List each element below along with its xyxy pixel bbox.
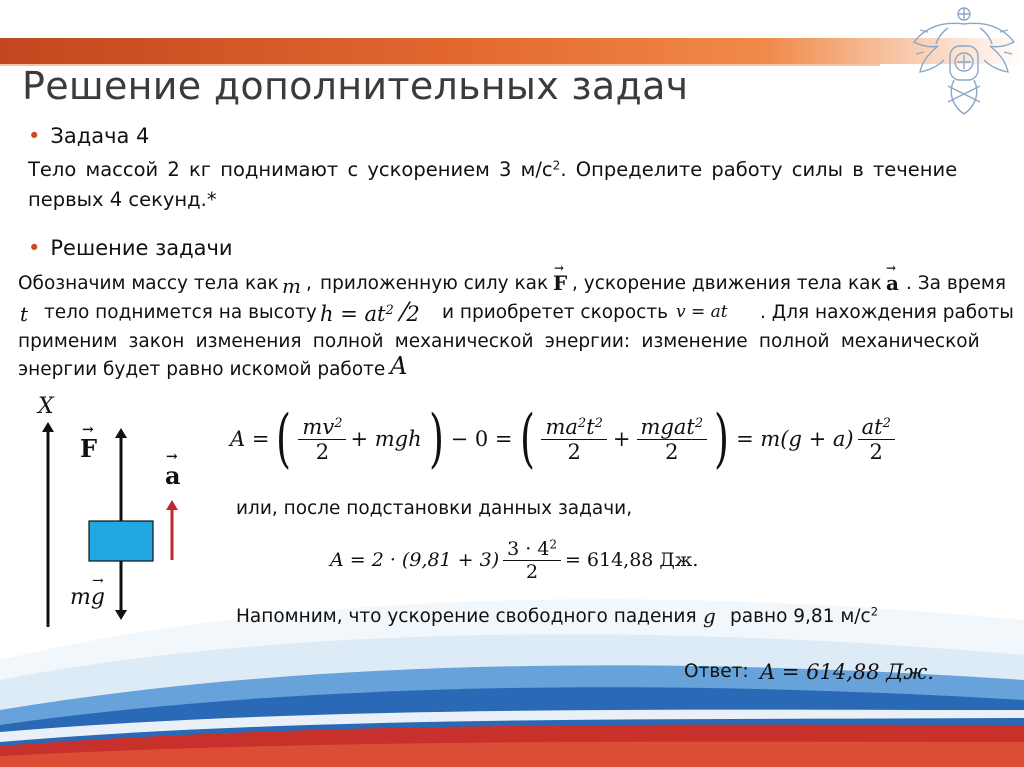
solution-label: Решение задачи (50, 236, 233, 260)
para-line2-b: и приобретет скорость (442, 302, 669, 323)
para-line3: применим закон изменения полной механической энергии: изменение полной механической (18, 331, 980, 352)
force-diagram (30, 415, 190, 635)
f2-sup-t: 2 (594, 415, 603, 431)
subst-num: 3 · 4 (507, 537, 550, 560)
main-formula-eq-m: = m(g + a) (736, 427, 854, 451)
subst-rhs: = 614,88 Дж. (564, 549, 699, 571)
f3-den: 2 (665, 439, 679, 464)
reminder-tail (730, 606, 878, 627)
para-line1-a: Обозначим массу тела как (18, 273, 279, 294)
diagram-F-text: F (80, 434, 98, 463)
substitution-formula (330, 528, 698, 592)
page-title: Решение дополнительных задач (22, 64, 689, 108)
formula-h-sup: 2 (385, 302, 394, 318)
subst-num-sup: 2 (549, 537, 557, 552)
f2-den: 2 (567, 439, 581, 464)
symbol-m: m (282, 274, 301, 298)
task-line1: Тело массой 2 кг поднимают с ускорением 3 м/с (28, 158, 553, 181)
symbol-F: F (553, 271, 568, 295)
para-line4: энергии будет равно искомой работе (18, 359, 386, 380)
reminder-tail-text: равно 9,81 м/с (730, 606, 871, 627)
task-line1-end: . Определите работу силы в течение (560, 158, 958, 181)
diagram-mg-text: mg (70, 585, 105, 610)
bullet-dot: • (28, 124, 41, 148)
bullet-dot: • (28, 236, 41, 260)
f4-den: 2 (869, 439, 883, 464)
task-label: Задача 4 (50, 124, 150, 148)
symbol-F-vector: → F (553, 261, 568, 295)
diagram-label-mg: → mg (70, 573, 105, 610)
task-line1-sup: 2 (552, 158, 561, 173)
symbol-a: a (886, 271, 899, 295)
task-text-line2: первых 4 секунд.* (28, 188, 217, 211)
para-line2-a: тело поднимется на высоту (44, 302, 317, 323)
main-formula: A = ( $\frac{mv^2}{2}$ + mgh ) − 0 = ( $\frac{ma^2t^2}{2}$ + $\frac{mgat^2}{2}$ ) = m(g + a) $\frac{at^2}{2}$ (230, 402, 895, 476)
fraction-mv2 (298, 415, 346, 464)
body-block (89, 521, 153, 561)
formula-h-eq: h = at (320, 302, 386, 326)
after-text: или, после подстановки данных задачи, (236, 498, 633, 519)
f1-num: mv (302, 414, 335, 439)
fraction-ma2t2 (541, 415, 606, 464)
header-bar (0, 38, 1024, 64)
symbol-A: A (390, 352, 408, 380)
diagram-a-text: a (165, 461, 181, 490)
answer-value: A = 614,88 Дж. (760, 660, 934, 684)
formula-h-den: 2 (406, 302, 420, 326)
emblem-icon (908, 2, 1020, 118)
subst-lhs: A = 2 · (9,81 + 3) (330, 549, 500, 571)
symbol-a-vector: → a (886, 261, 899, 295)
para-line1-c: , ускорение движения тела как (572, 273, 882, 294)
f2-t: t (586, 414, 595, 439)
para-line1-comma: , (306, 273, 312, 294)
para-line1-d: . За время (906, 273, 1006, 294)
main-formula-plus: + (612, 427, 631, 451)
f2-sup-a: 2 (577, 415, 587, 431)
main-formula-mgh: + mgh (350, 427, 422, 451)
task-text-line1 (28, 158, 957, 181)
f3-num: mgat (640, 414, 695, 439)
reminder-text: Напомним, что ускорение свободного падения (236, 606, 697, 627)
main-formula-lhs: A = (230, 427, 270, 451)
fraction-at2 (858, 415, 895, 464)
formula-velocity: v = at (676, 302, 728, 322)
para-line1-b: приложенную силу как (320, 273, 549, 294)
subst-fraction (503, 538, 561, 583)
f1-den: 2 (315, 439, 330, 464)
formula-height: $h = at^2$ ⁄2 (320, 298, 420, 328)
axis-label-x: X (38, 394, 54, 419)
symbol-g: g (703, 604, 716, 628)
main-formula-minus0: − 0 = (450, 427, 513, 451)
subst-den: 2 (526, 560, 539, 583)
f4-sup: 2 (882, 415, 891, 431)
reminder-sup: 2 (870, 604, 879, 619)
symbol-t: t (20, 302, 29, 326)
diagram-label-a: → a (165, 449, 181, 490)
f4-num: at (861, 414, 883, 439)
diagram-label-F: → F (80, 422, 98, 463)
solution-bullet (28, 236, 233, 260)
f3-sup: 2 (694, 415, 704, 431)
task-bullet (28, 124, 149, 148)
f1-sup: 2 (334, 415, 343, 431)
fraction-mgat2 (637, 415, 708, 464)
answer-label: Ответ: (684, 661, 749, 682)
f2-num: ma (545, 414, 578, 439)
para-line2-c: . Для нахождения работы (760, 302, 1014, 323)
